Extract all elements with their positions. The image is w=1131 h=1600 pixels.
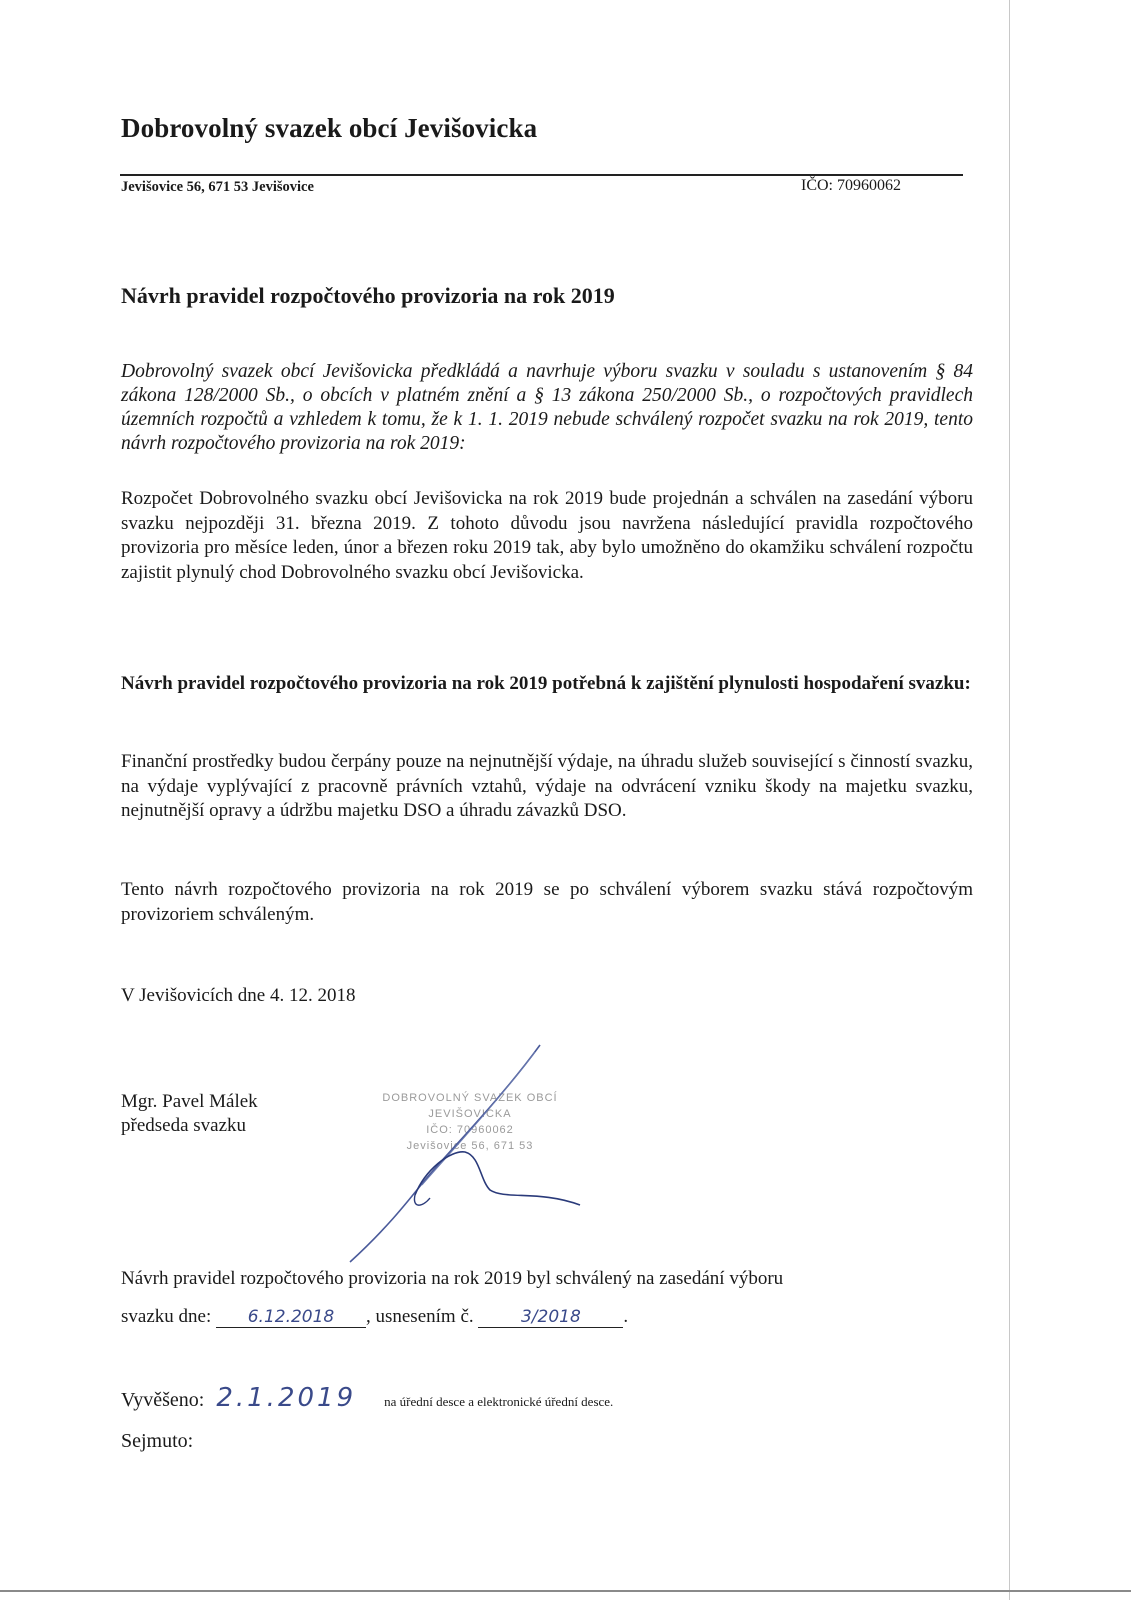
resolution-number-field: 3/2018	[478, 1307, 623, 1328]
signer-name: Mgr. Pavel Málek	[121, 1091, 258, 1112]
approval-date-label: svazku dne:	[121, 1306, 212, 1327]
stamp-line: Jevišovice 56, 671 53	[406, 1140, 534, 1152]
handwritten-signature-icon	[330, 1040, 610, 1270]
document-title: Návrh pravidel rozpočtového provizoria na rok 2019	[121, 283, 615, 308]
intro-paragraph: Dobrovolný svazek obcí Jevišovicka předkládá a navrhuje výboru svazku v souladu s ustanovením § 84 zákona 128/2000 Sb., o obcích v platném znění a § 13 zákona 250/2000 Sb., o rozpočtových pravidlech územních rozpočtů a vzhledem k tomu, že k 1. 1. 2019 nebude schválený rozpočet svazku na rok 2019, tento návrh rozpočtového provizoria na rok 2019:	[121, 361, 973, 454]
resolution-label: , usnesením č.	[365, 1306, 474, 1327]
removed-label: Sejmuto:	[121, 1430, 194, 1452]
header-divider	[120, 174, 963, 176]
organization-ico: IČO: 70960062	[801, 177, 901, 194]
approval-details	[121, 1306, 628, 1328]
organization-name: Dobrovolný svazek obcí Jevišovicka	[121, 113, 538, 143]
paragraph-schedule: Rozpočet Dobrovolného svazku obcí Jevišovicka na rok 2019 bude projednán a schválen na zasedání výboru svazku nejpozději 31. března 2019. Z tohoto důvodu jsou navržena následující pravidla rozpočtového provizoria pro měsíce leden, únor a březen roku 2019 tak, aby bylo umožněno do okamžiku schválení rozpočtu zajistit plynulý chod Dobrovolného svazku obcí Jevišovicka.	[121, 488, 973, 583]
scan-edge-horizontal	[0, 1590, 1131, 1592]
stamp-line: JEVIŠOVICKA	[428, 1108, 512, 1120]
paragraph-rules: Finanční prostředky budou čerpány pouze na nejnutnější výdaje, na úhradu služeb související s činností svazku, na výdaje vyplývající z pracovně právních vztahů, výdaje na odvrácení vzniku škody na majetku svazku, nejnutnější opravy a údržbu majetku DSO a úhradu závazků DSO.	[121, 751, 973, 821]
organization-address: Jevišovice 56, 671 53 Jevišovice	[121, 179, 314, 195]
place-and-date: V Jevišovicích dne 4. 12. 2018	[121, 985, 356, 1006]
stamp-line: IČO: 70960062	[426, 1124, 514, 1136]
signer-block	[121, 1090, 258, 1138]
scan-edge-vertical	[1009, 0, 1010, 1600]
paragraph-approval-effect: Tento návrh rozpočtového provizoria na rok 2019 se po schválení výborem svazku stává rozpočtovým provizoriem schváleným.	[121, 879, 973, 925]
posted-note: na úřední desce a elektronické úřední desce.	[384, 1394, 614, 1409]
stamp-line: DOBROVOLNÝ SVAZEK OBCÍ	[382, 1092, 558, 1104]
approval-date-field: 6.12.2018	[216, 1307, 366, 1328]
signer-role: předseda svazku	[121, 1115, 247, 1136]
posted-date-handwritten: 2.1.2019	[216, 1383, 357, 1413]
rules-subheading: Návrh pravidel rozpočtového provizoria na rok 2019 potřebná k zajištění plynulosti hospodaření svazku:	[121, 673, 971, 694]
posted-label: Vyvěšeno:	[121, 1389, 205, 1411]
approval-end: .	[623, 1306, 629, 1327]
posted-row	[121, 1383, 613, 1413]
approval-statement: Návrh pravidel rozpočtového provizoria na rok 2019 byl schválený na zasedání výboru	[121, 1268, 784, 1289]
